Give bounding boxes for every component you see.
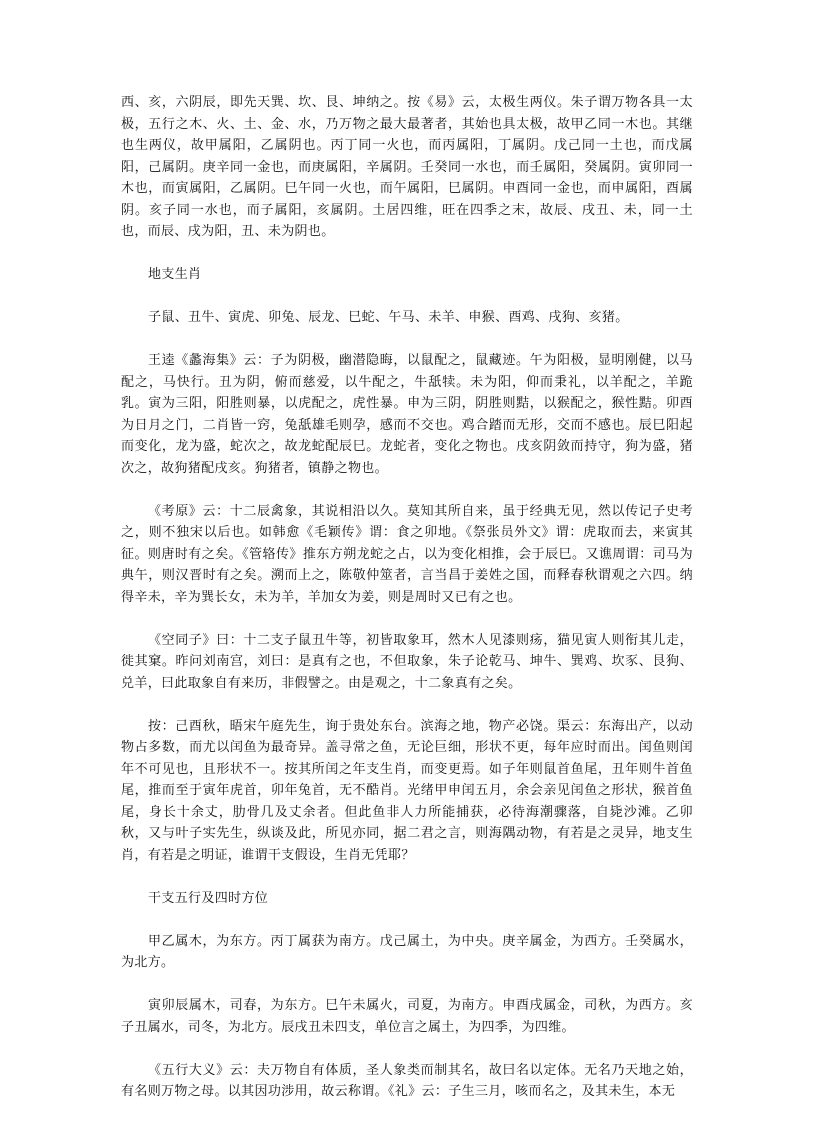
paragraph-stems-directions: 甲乙属木，为东方。丙丁属获为南方。戊己属土，为中央。庚辛属金，为西方。壬癸属水，为北方。 (121, 933, 693, 970)
paragraph-kongtongzi: 《空同子》曰：十二支子鼠丑牛等，初皆取象耳，然木人见漆则疡，猫见寅人则衔其儿走，徙其窠。昨问刘南宫，刘曰：是真有之也，不但取象，朱子论乾马、坤牛、巽鸡、坎豕、艮狗、兑羊，曰此取象自有来历，非假譬之。由是观之，十二象真有之矣。 (121, 632, 693, 691)
section-heading-five-elements-directions: 干支五行及四时方位 (148, 890, 269, 906)
paragraph-kaoyuan: 《考原》云：十二辰禽象，其说相沿以久。莫知其所自来，虽于经典无见，然以传记子史考之，则不独宋以后也。如韩愈《毛颖传》谓：食之卯地。《祭张员外文》谓：虎取而去，来寅其征。则唐时有之矣。《管辂传》推东方朔龙蛇之占，以为变化相推，会于辰巳。又谯周谓：司马为典午，则汉晋时有之矣。溯而上之，陈敬仲筮者，言当昌于姜姓之国，而释春秋谓观之六四。纳得辛未，辛为巽长女，未为羊，羊加女为姜，则是周时又已有之也。 (121, 503, 693, 605)
paragraph-author-note: 按：己酉秋，晤宋午庭先生，询于贵处东台。滨海之地，物产必饶。渠云：东海出产，以动物占多数，而尤以闰鱼为最奇异。盖寻常之鱼，无论巨细，形状不更，每年应时而出。闰鱼则闰年不可见也，且形状不一。按其所闰之年支生肖，而变更焉。如子年则鼠首鱼尾，丑年则牛首鱼尾，推而至于寅年虎首，卯年兔首，无不酷肖。光绪甲申闰五月，余会亲见闰鱼之形状，猴首鱼尾，身长十余丈，肋骨几及丈余者。但此鱼非人力所能捕获，必待海潮骤落，自毙沙滩。乙卯秋，又与叶子实先生，纵谈及此，所见亦同，据二君之言，则海隅动物，有若是之灵异，地支生肖，有若是之明证，谁谓干支假设，生肖无凭耶？ (121, 718, 693, 863)
paragraph-continuation: 西、亥，六阴辰，即先天巽、坎、艮、坤纳之。按《易》云，太极生两仪。朱子谓万物各具一太极，五行之木、火、土、金、水，乃万物之最大最著者，其始也具太极，故甲乙同一木也。其继也生两仪，故甲属阳，乙属阴也。丙丁同一火也，而丙属阳，丁属阴。戊己同一土也，而戊属阳，己属阴。庚辛同一金也，而庚属阳，辛属阴。壬癸同一水也，而壬属阳，癸属阴。寅卯同一木也，而寅属阳，乙属阴。巳午同一火也，而午属阳，巳属阴。申酉同一金也，而申属阳，酉属阴。亥子同一水也，而子属阳，亥属阴。土居四维，旺在四季之末，故辰、戌丑、未，同一土也，而辰、戌为阳，丑、未为阴也。 (121, 95, 693, 239)
paragraph-branches-seasons: 寅卯辰属木，司春，为东方。巳午未属火，司夏，为南方。申酉戌属金，司秋，为西方。亥子丑属水，司冬，为北方。辰戌丑未四支，单位言之属土，为四季，为四维。 (121, 998, 693, 1035)
paragraph-wuxing-dayi: 《五行大义》云：夫万物自有体质，圣人象类而制其名，故曰名以定体。无名乃天地之始，有名则万物之母。以其因功涉用，故云称谓。《礼》云：子生三月，咳而名之，及其未生，本无 (121, 1062, 693, 1099)
document-body (121, 92, 693, 1124)
section-heading-earthly-branch-zodiac: 地支生肖 (148, 267, 202, 282)
paragraph-zodiac-list: 子鼠、丑牛、寅虎、卯兔、辰龙、巳蛇、午马、未羊、申猴、酉鸡、戌狗、亥猪。 (148, 310, 629, 325)
paragraph-lihai-ji: 王逵《蠡海集》云：子为阴极，幽潜隐晦，以鼠配之，鼠藏迹。午为阳极，显明刚健，以马配之，马快行。丑为阴，俯而慈爱，以牛配之，牛舐犊。未为阳，仰而秉礼，以羊配之，羊跪乳。寅为三阳，阳胜则暴，以虎配之，虎性暴。申为三阴，阴胜则黠，以猴配之，猴性黠。卯酉为日月之门，二肖皆一窍，兔舐雄毛则孕，感而不交也。鸡合踏而无形，交而不感也。辰巳阳起而变化，龙为盛，蛇次之，故龙蛇配辰巳。龙蛇者，变化之物也。戌亥阴敛而持守，狗为盛，猪次之，故狗猪配戌亥。狗猪者，镇静之物也。 (121, 353, 693, 476)
